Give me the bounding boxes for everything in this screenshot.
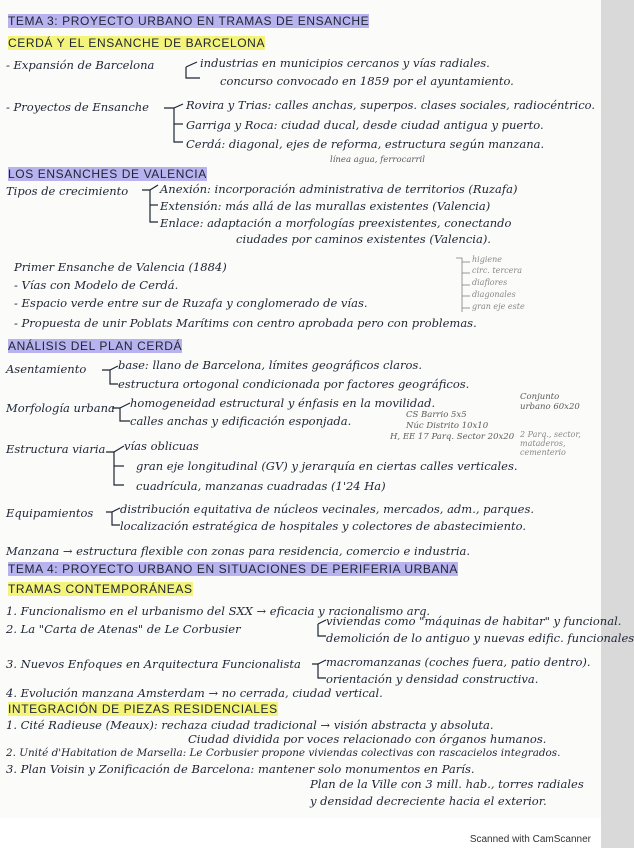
tipo-enlace: Enlace: adaptación a morfologías preexistentes, conectando — [160, 216, 512, 230]
tramas-point-3: 3. Nuevos Enfoques en Arquitectura Funcionalista — [6, 657, 301, 671]
tema4-heading: TEMA 4: PROYECTO URBANO EN SITUACIONES DE PERIFERIA URBANA — [8, 562, 458, 576]
morfologia-item-2: calles anchas y edificación esponjada. — [130, 414, 352, 428]
ensanche-point-2: - Espacio verde entre sur de Ruzafa y conglomerado de vías. — [14, 296, 368, 310]
sketch-item-5: gran eje este — [472, 302, 525, 311]
integracion-point-3-cont-1: Plan de la Ville con 3 mill. hab., torres radiales — [310, 777, 584, 791]
analisis-heading: ANÁLISIS DEL PLAN CERDÁ — [8, 339, 183, 353]
sketch-item-1: higiene — [472, 255, 503, 264]
tema3-heading: TEMA 3: PROYECTO URBANO EN TRAMAS DE ENSANCHE — [8, 14, 370, 28]
tipo-enlace-cont: ciudades por caminos existentes (Valencia). — [236, 232, 491, 246]
scanner-footer — [0, 818, 601, 848]
asentamiento-item-1: base: llano de Barcelona, límites geográficos claros. — [118, 358, 422, 372]
side-note-5: 2 Parq., sector, mataderos, cementerio — [520, 430, 581, 457]
tramas-point-1: 1. Funcionalismo en el urbanismo del SXX → eficacia y racionalismo arq. — [6, 604, 431, 618]
proyecto-garriga: Garriga y Roca: ciudad ducal, desde ciudad antigua y puerto. — [186, 118, 544, 132]
expansion-item-2: concurso convocado en 1859 por el ayuntamiento. — [220, 74, 514, 88]
proyectos-label: - Proyectos de Ensanche — [6, 100, 149, 114]
side-note-3: H, EE 17 Parq. Sector 20x20 — [390, 432, 515, 442]
integracion-point-3-cont-2: y densidad decreciente hacia el exterior. — [310, 794, 547, 808]
ensanche-point-1: - Vías con Modelo de Cerdá. — [14, 278, 179, 292]
enfoques-item-2: orientación y densidad constructiva. — [326, 672, 539, 686]
equipamientos-item-1: distribución equitativa de núcleos vecinales, mercados, adm., parques. — [120, 502, 535, 516]
scanner-watermark: Scanned with CamScanner — [469, 834, 591, 845]
carta-item-1: viviendas como "máquinas de habitar" y funcional. — [326, 614, 622, 628]
tramas-point-4: 4. Evolución manzana Amsterdam → no cerrada, ciudad vertical. — [6, 686, 383, 700]
cerda-heading: CERDÁ Y EL ENSANCHE DE BARCELONA — [8, 36, 266, 50]
tipo-extension: Extensión: más allá de las murallas existentes (Valencia) — [160, 199, 491, 213]
asentamiento-item-2: estructura ortogonal condicionada por factores geográficos. — [118, 377, 470, 391]
sketch-item-4: diagonales — [472, 290, 516, 299]
side-note-1: CS Barrio 5x5 — [406, 410, 467, 420]
proyecto-rovira: Rovira y Trias: calles anchas, superpos. clases sociales, radiocéntrico. — [186, 98, 596, 112]
valencia-heading: LOS ENSANCHES DE VALENCIA — [8, 167, 207, 181]
asentamiento-label: Asentamiento — [6, 362, 87, 376]
tipos-label: Tipos de crecimiento — [6, 184, 129, 198]
tipo-anexion: Anexión: incorporación administrativa de territorios (Ruzafa) — [160, 182, 518, 196]
sketch-item-2: circ. tercera — [472, 266, 523, 275]
manzana-line: Manzana → estructura flexible con zonas para residencia, comercio e industria. — [6, 544, 471, 558]
integracion-point-1: 1. Cité Radieuse (Meaux): rechaza ciudad tradicional → visión abstracta y absoluta. — [6, 718, 494, 732]
morfologia-item-1: homogeneidad estructural y énfasis en la movilidad. — [130, 396, 436, 410]
viaria-item-1: vías oblicuas — [124, 439, 199, 453]
carta-item-2: demolición de lo antiguo y nuevas edific. funcionales — [326, 631, 634, 645]
proyecto-cerda: Cerdá: diagonal, ejes de reforma, estructura según manzana. — [186, 137, 545, 151]
integracion-point-2: 2. Unité d'Habitation de Marsella: Le Corbusier propone viviendas colectivas con rascacielos integrados. — [6, 747, 561, 759]
sketch-item-3: diaflores — [472, 278, 508, 287]
primer-ensanche: Primer Ensanche de Valencia (1884) — [14, 260, 227, 274]
integracion-point-1-cont: Ciudad dividida por voces relacionado con órganos humanos. — [188, 732, 547, 746]
ensanche-point-3: - Propuesta de unir Poblats Marítims con centro aprobada pero con problemas. — [14, 316, 477, 330]
integracion-heading: INTEGRACIÓN DE PIEZAS RESIDENCIALES — [8, 702, 278, 716]
tramas-heading: TRAMAS CONTEMPORÁNEAS — [8, 582, 193, 596]
expansion-item-1: industrias en municipios cercanos y vías radiales. — [200, 56, 490, 70]
side-note-2: Núc Distrito 10x10 — [406, 421, 489, 431]
expansion-label: - Expansión de Barcelona — [6, 58, 155, 72]
side-note-4: Conjunto urbano 60x20 — [520, 392, 580, 412]
enfoques-item-1: macromanzanas (coches fuera, patio dentro). — [326, 655, 591, 669]
viaria-item-3: cuadrícula, manzanas cuadradas (1'24 Ha) — [136, 479, 386, 493]
equipamientos-item-2: localización estratégica de hospitales y colectores de abastecimiento. — [120, 519, 526, 533]
morfologia-label: Morfología urbana — [6, 401, 115, 415]
equipamientos-label: Equipamientos — [6, 506, 94, 520]
integracion-point-3: 3. Plan Voisin y Zonificación de Barcelona: mantener solo monumentos en París. — [6, 762, 475, 776]
tramas-point-2: 2. La "Carta de Atenas" de Le Corbusier — [6, 622, 241, 636]
cerda-note: línea agua, ferrocarril — [330, 155, 425, 165]
viaria-label: Estructura viaria — [6, 442, 106, 456]
viaria-item-2: gran eje longitudinal (GV) y jerarquía en ciertas calles verticales. — [136, 459, 518, 473]
